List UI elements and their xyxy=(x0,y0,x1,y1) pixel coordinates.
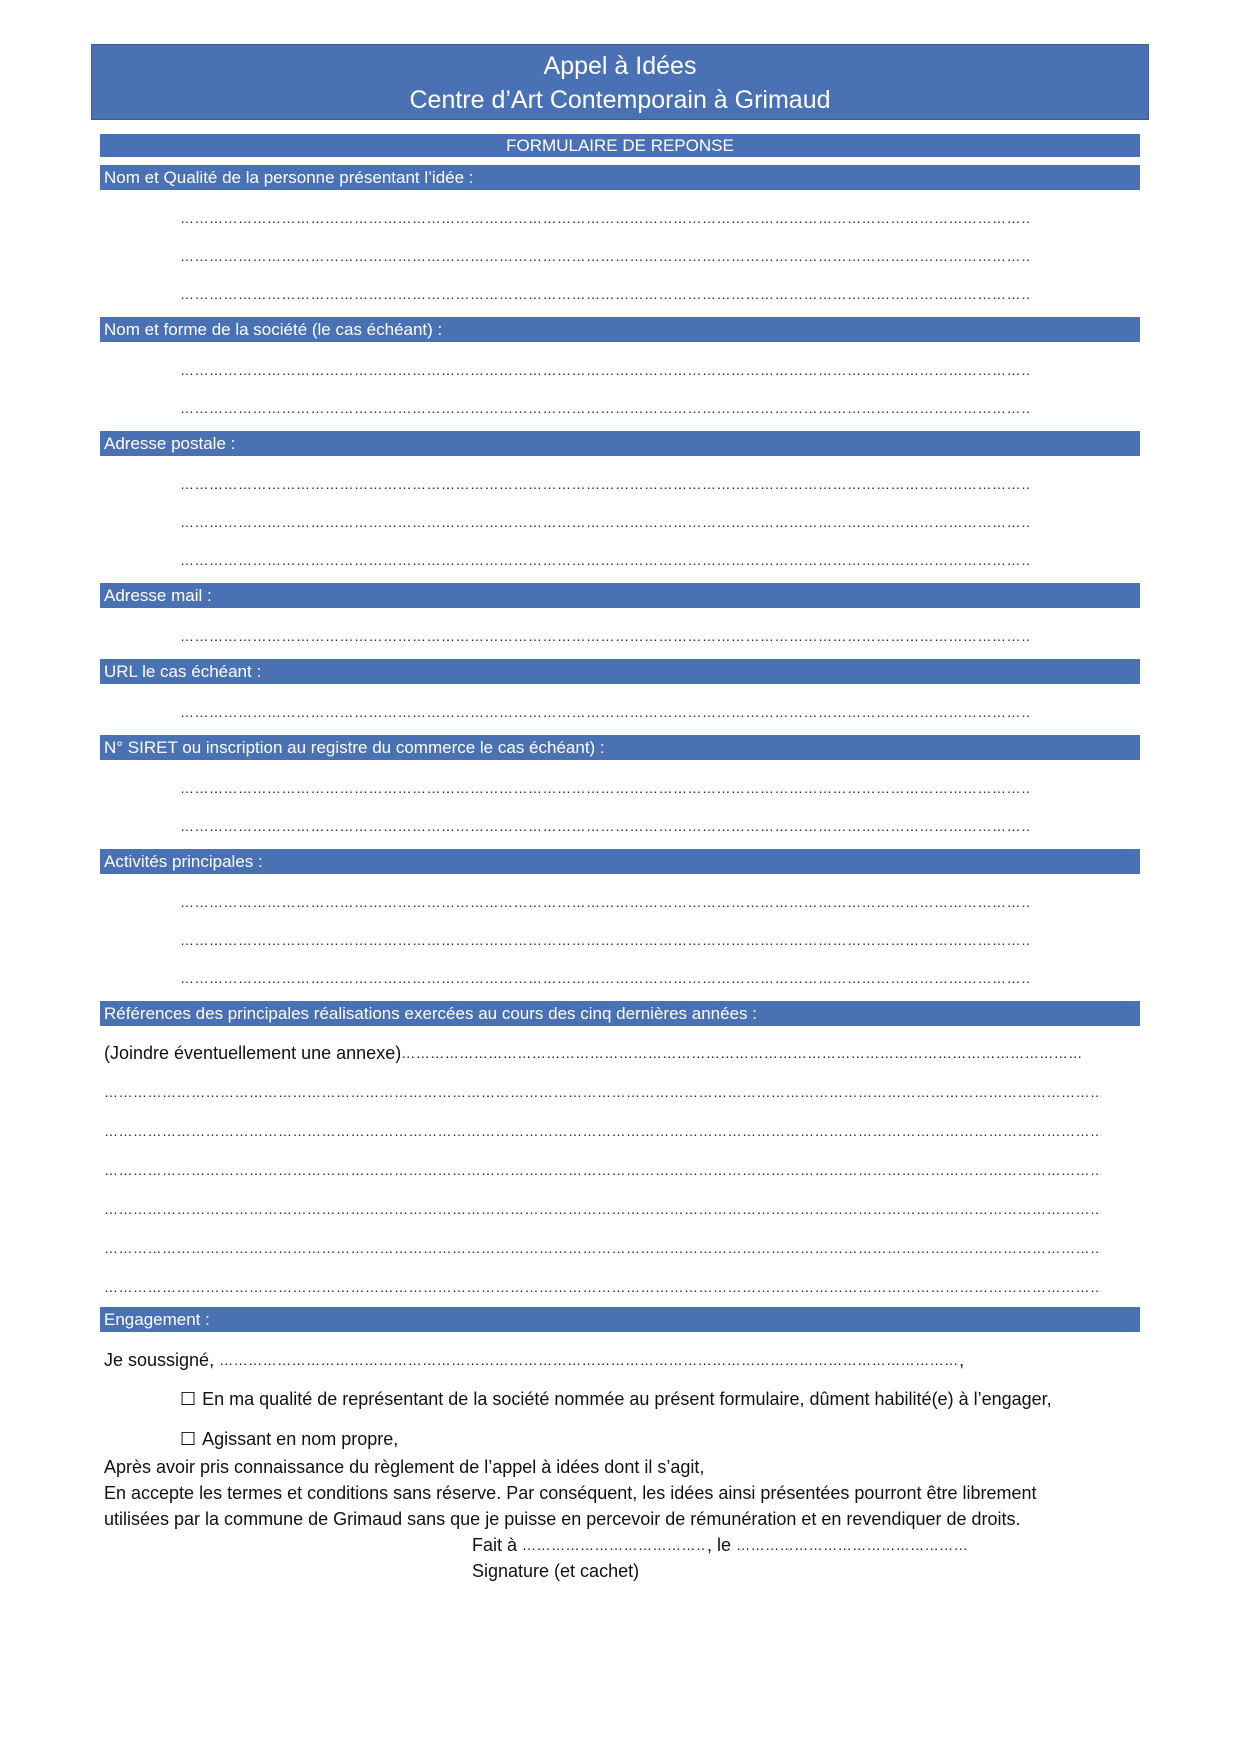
engagement-paragraph-1: Après avoir pris connaissance du règlement de l’appel à idées dont il s’agit, xyxy=(104,1457,705,1477)
signature-label: Signature (et cachet) xyxy=(472,1561,640,1581)
url-line[interactable] xyxy=(180,702,1030,722)
option-company[interactable] xyxy=(180,1387,1052,1411)
postal-address-line-3[interactable] xyxy=(180,550,1030,570)
place-date-line[interactable] xyxy=(472,1533,966,1557)
section-company: Nom et forme de la société (le cas échéant) : xyxy=(100,317,1140,342)
references-line-2[interactable] xyxy=(104,1082,1101,1102)
option-self-label: Agissant en nom propre, xyxy=(202,1429,399,1449)
activities-line-3[interactable] xyxy=(180,968,1030,988)
name-quality-line-3[interactable] xyxy=(180,284,1030,304)
checkbox-company[interactable]: ☐ xyxy=(180,1389,197,1409)
date-fill[interactable] xyxy=(736,1533,966,1557)
place-label: Fait à xyxy=(472,1535,518,1555)
engagement-intro-end: , xyxy=(959,1350,965,1370)
section-engagement: Engagement : xyxy=(100,1307,1140,1332)
company-line-2[interactable] xyxy=(180,398,1030,418)
references-line-7[interactable] xyxy=(104,1277,1101,1297)
form-heading: FORMULAIRE DE REPONSE xyxy=(100,134,1140,157)
activities-line-1[interactable] xyxy=(180,892,1030,912)
engagement-paragraph-2: En accepte les termes et conditions sans réserve. Par conséquent, les idées ainsi présentées pourront être librement xyxy=(104,1483,1037,1503)
company-line-1[interactable] xyxy=(180,360,1030,380)
siret-line-1[interactable] xyxy=(180,778,1030,798)
references-line-4[interactable] xyxy=(104,1160,1101,1180)
engagement-name-fill xyxy=(219,1348,959,1372)
date-label: , le xyxy=(707,1535,732,1555)
references-line-3[interactable] xyxy=(104,1121,1101,1141)
postal-address-line-1[interactable] xyxy=(180,474,1030,494)
name-quality-line-2[interactable] xyxy=(180,246,1030,266)
engagement-intro-line[interactable] xyxy=(104,1348,964,1372)
section-url: URL le cas échéant : xyxy=(100,659,1140,684)
checkbox-self[interactable]: ☐ xyxy=(180,1429,197,1449)
engagement-intro: Je soussigné, xyxy=(104,1350,215,1370)
references-note: (Joindre éventuellement une annexe) xyxy=(104,1043,402,1063)
title-banner xyxy=(91,44,1149,120)
section-postal-address: Adresse postale : xyxy=(100,431,1140,456)
email-line[interactable] xyxy=(180,626,1030,646)
section-name-quality: Nom et Qualité de la personne présentant l’idée : xyxy=(100,165,1140,190)
references-line-6[interactable] xyxy=(104,1238,1101,1258)
name-quality-line-1[interactable] xyxy=(180,208,1030,228)
references-fill xyxy=(401,1041,1081,1065)
postal-address-line-2[interactable] xyxy=(180,512,1030,532)
place-fill[interactable] xyxy=(522,1533,707,1557)
engagement-paragraph-3: utilisées par la commune de Grimaud sans que je puisse en percevoir de rémunération et en revendiquer de droits. xyxy=(104,1509,1021,1529)
section-references: Références des principales réalisations exercées au cours des cinq dernières années : xyxy=(100,1001,1140,1026)
document-subtitle: Centre d’Art Contemporain à Grimaud xyxy=(409,86,831,114)
option-company-label: En ma qualité de représentant de la société nommée au présent formulaire, dûment habilité(e) à l’engager, xyxy=(202,1389,1052,1409)
section-email: Adresse mail : xyxy=(100,583,1140,608)
section-siret: N° SIRET ou inscription au registre du commerce le cas échéant) : xyxy=(100,735,1140,760)
document-title: Appel à Idées xyxy=(543,52,697,80)
activities-line-2[interactable] xyxy=(180,930,1030,950)
siret-line-2[interactable] xyxy=(180,816,1030,836)
option-self[interactable] xyxy=(180,1427,398,1451)
references-line-5[interactable] xyxy=(104,1199,1101,1219)
section-activities: Activités principales : xyxy=(100,849,1140,874)
references-first-line[interactable] xyxy=(104,1041,1101,1065)
